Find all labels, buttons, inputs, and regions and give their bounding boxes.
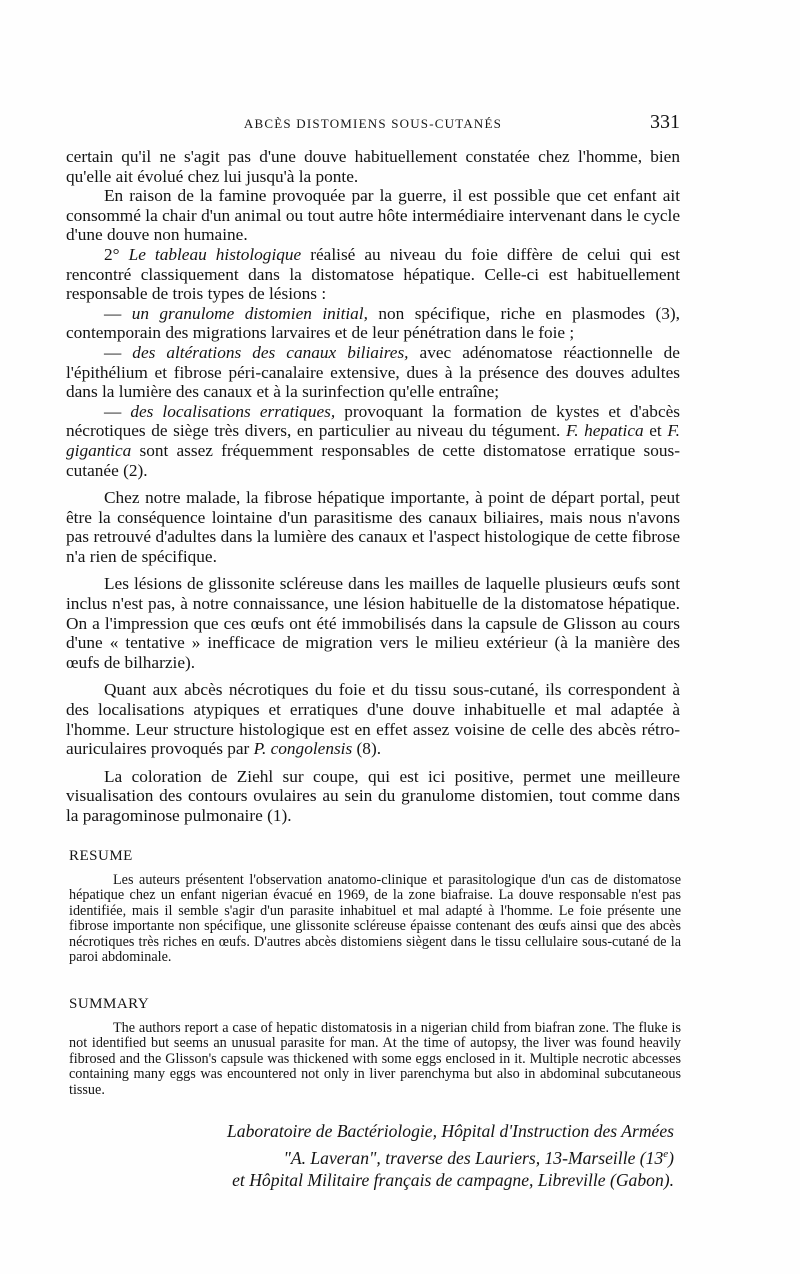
affiliation — [166, 1120, 674, 1191]
paragraph-fibrose: Chez notre malade, la fibrose hépatique importante, à point de départ portal, peut être la conséquence lointaine d'un parasitisme des canaux biliaires, mais nous n'avons pas retrouvé d'adultes dans la lumière des canaux et l'aspect histologique de cette fibrose n'a rien de spécifique. — [66, 488, 680, 566]
affiliation-text: ) — [668, 1147, 674, 1168]
dash: — — [104, 342, 122, 362]
lesion-item-granulome — [66, 304, 680, 343]
paragraph-ziehl: La coloration de Ziehl sur coupe, qui est ici positive, permet une meilleure visualisation des contours ovulaires au sein du granulome distomien, tout comme dans la paragominose pulmonaire (1). — [66, 766, 680, 825]
summary-text: The authors report a case of hepatic distomatosis in a nigerian child from biafran zone. The fluke is not identified but seems an unusual parasite for man. At the time of autopsy, the liver was found heavily fibrosed and the Glisson's capsule was thickened with some eggs enclosed in it. Multiple necrotic abcesses containing many eggs was encountered not only in liver parenchyma but also in abdominal subcutaneous tissue. — [69, 1020, 681, 1098]
article-body — [66, 147, 680, 826]
lesion-item-erratiques — [66, 402, 680, 480]
species-name: F. gigantica — [66, 421, 680, 460]
lesion-description: provoquant la formation de kystes et d'abcès nécrotiques de siège très divers, en particulier au niveau du tégument. — [66, 401, 681, 441]
section-title: Le tableau histologique — [128, 244, 302, 264]
affiliation-line-3: et Hôpital Militaire français de campagne, Libreville (Gabon). — [232, 1169, 674, 1190]
lesion-description: non spécifique, riche en plasmodes (3), contemporain des migrations larvaires et de leur pénétration dans le foie ; — [66, 303, 680, 343]
page-number: 331 — [650, 111, 680, 133]
dash: — — [104, 401, 122, 421]
dash: — — [104, 303, 122, 323]
affiliation-line-2 — [166, 1143, 674, 1169]
citation: (8). — [356, 739, 382, 759]
paragraph-histology — [66, 245, 680, 304]
page — [66, 0, 680, 1274]
summary-heading: SUMMARY — [69, 996, 150, 1012]
lesion-item-canaux — [66, 343, 680, 402]
lesion-description-tail: sont assez fréquemment responsables de cette distomatose erratique sous-cutanée (2). — [66, 440, 680, 480]
section-number: 2° — [104, 244, 120, 264]
resume-heading: RESUME — [69, 848, 133, 864]
paragraph-abces — [66, 680, 680, 758]
running-head: ABCÈS DISTOMIENS SOUS-CUTANÉS — [243, 116, 503, 131]
paragraph-glissonite: Les lésions de glissonite scléreuse dans les mailles de laquelle plusieurs œufs sont inclus n'est pas, à notre connaissance, une lésion habituelle de la distomatose hépatique. On a l'impression que ces œufs ont été immobilisés dans la capsule de Glisson au cours d'une « tentative » inefficace de migration vers le milieu extérieur (à la manière des œufs de bilharzie). — [66, 574, 680, 672]
lesion-name: un granulome distomien initial, — [131, 303, 368, 323]
resume-text: Les auteurs présentent l'observation anatomo-clinique et parasitologique d'un cas de distomatose hépatique chez un enfant nigerian évacué en 1969, de la zone biafraise. La douve responsable n'est pas identifiée, mais il semble s'agir d'un parasite inhabituel et mal adapté à l'homme. Le foie présente une fibrose importante non spécifique, une glissonite scléreuse épaisse contenant des œufs ainsi que des abcès nécrotiques très riches en œufs. D'autres abcès distomiens siègent dans le tissu cellulaire sous-cutané de la paroi abdominale. — [69, 872, 681, 966]
affiliation-line-1: Laboratoire de Bactériologie, Hôpital d'Instruction des Armées — [227, 1121, 674, 1141]
paragraph-text: réalisé au niveau du foie diffère de celui qui est rencontré classiquement dans la distomatose hépatique. Celle-ci est habituellement responsable de trois types de lésions : — [66, 244, 680, 304]
paragraph-text: Quant aux abcès nécrotiques du foie et du tissu sous-cutané, ils correspondent à des localisations atypiques et erratiques d'une douve inhabituelle et mal adaptée à l'homme. Leur structure histologique est en effet assez voisine de celle des abcès rétro-auriculaires provoqués par — [66, 680, 680, 759]
affiliation-text: "A. Laveran", traverse des Lauriers, 13-Marseille (13 — [283, 1147, 664, 1168]
species-name: F. hepatica — [565, 421, 644, 441]
lesion-name: des localisations erratiques, — [130, 401, 336, 421]
page-header — [66, 113, 680, 135]
lesion-name: des altérations des canaux biliaires, — [132, 342, 409, 362]
conjunction: et — [649, 421, 662, 441]
species-name: P. congolensis — [253, 739, 353, 759]
paragraph-famine: En raison de la famine provoquée par la guerre, il est possible que cet enfant ait consommé la chair d'un animal ou tout autre hôte intermédiaire intervenant dans le cycle d'une douve non humaine. — [66, 186, 680, 245]
paragraph-continuation: certain qu'il ne s'agit pas d'une douve habituellement constatée chez l'homme, bien qu'elle ait évolué chez lui jusqu'à la ponte. — [66, 147, 680, 186]
superscript: e — [663, 1147, 669, 1160]
lesion-description: avec adénomatose réactionnelle de l'épithélium et fibrose péri-canalaire extensive, dues à la présence des douves adultes dans la lumière des canaux et à la surinfection qu'elle entraîne; — [66, 342, 680, 402]
